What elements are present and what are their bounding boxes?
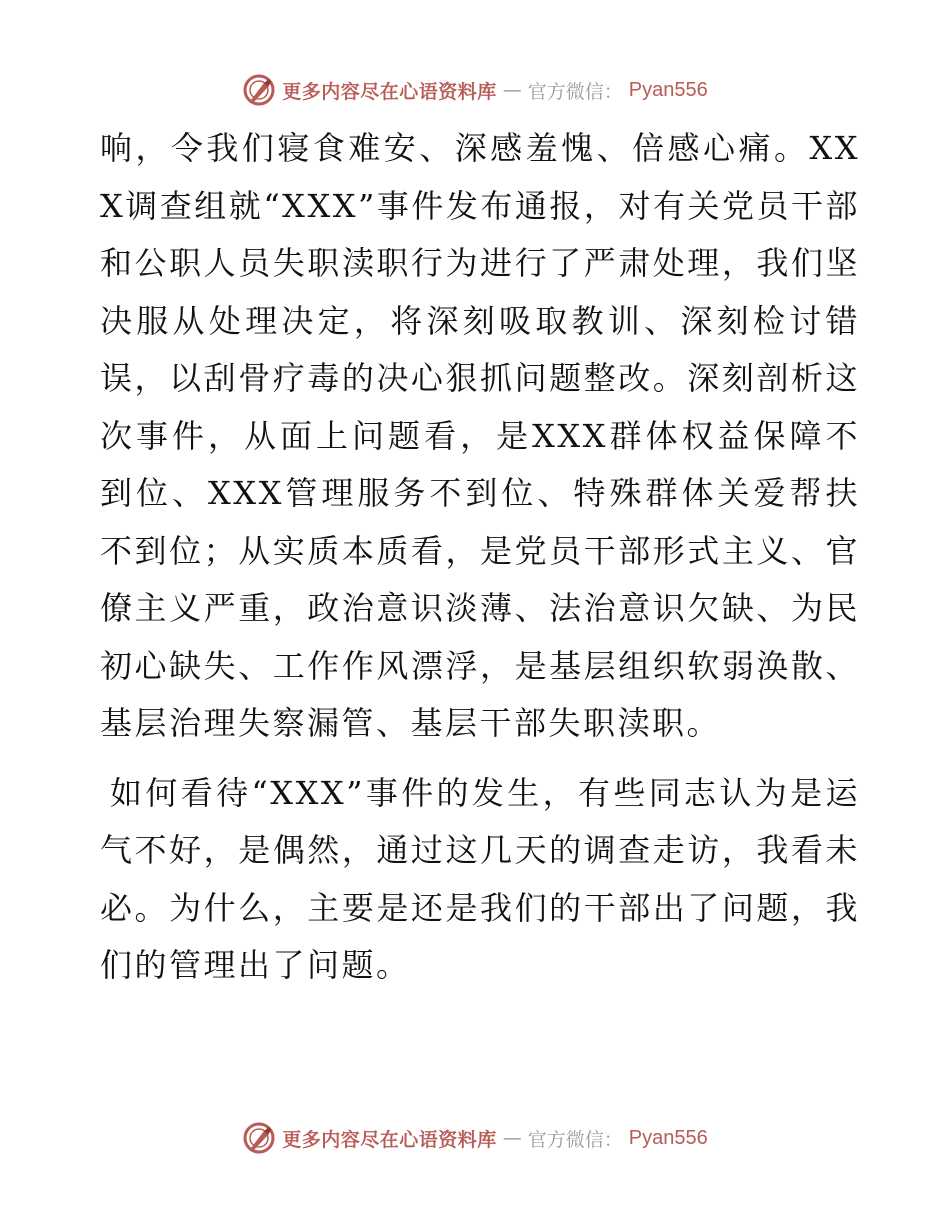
wechat-label: 官方微信： [527, 80, 623, 103]
wechat-id: Pyan556 [628, 1126, 708, 1149]
wechat-id: Pyan556 [628, 78, 708, 101]
site-slogan: 更多内容尽在心语资料库 [282, 1128, 497, 1151]
banner-separator: — [502, 1127, 522, 1149]
pen-nib-logo-icon [242, 73, 276, 107]
paragraph-1: 响，令我们寝食难安、深感羞愧、倍感心痛。XXX调查组就“XXX”事件发布通报，对有关党员干部和公职人员失职渎职行为进行了严肃处理，我们坚决服从处理决定，将深刻吸取教训、深刻检讨错误，以刮骨疗毒的决心狠抓问题整改。深刻剖析这次事件，从面上问题看，是XXX群体权益保障不到位、XXX管理服务不到位、特殊群体关爱帮扶不到位；从实质本质看，是党员干部形式主义、官僚主义严重，政治意识淡薄、法治意识欠缺、为民初心缺失、工作作风漂浮，是基层组织软弱涣散、基层治理失察漏管、基层干部失职渎职。 [100, 129, 860, 742]
document-body [100, 120, 860, 995]
site-slogan: 更多内容尽在心语资料库 [282, 80, 497, 103]
wechat-label: 官方微信： [527, 1128, 623, 1151]
header-banner [0, 70, 950, 110]
pen-nib-logo-icon [242, 1121, 276, 1155]
paragraph-2: 如何看待“XXX”事件的发生，有些同志认为是运气不好，是偶然，通过这几天的调查走访，我看未必。为什么，主要是还是我们的干部出了问题，我们的管理出了问题。 [100, 773, 860, 984]
footer-banner [0, 1118, 950, 1158]
banner-separator: — [502, 79, 522, 101]
